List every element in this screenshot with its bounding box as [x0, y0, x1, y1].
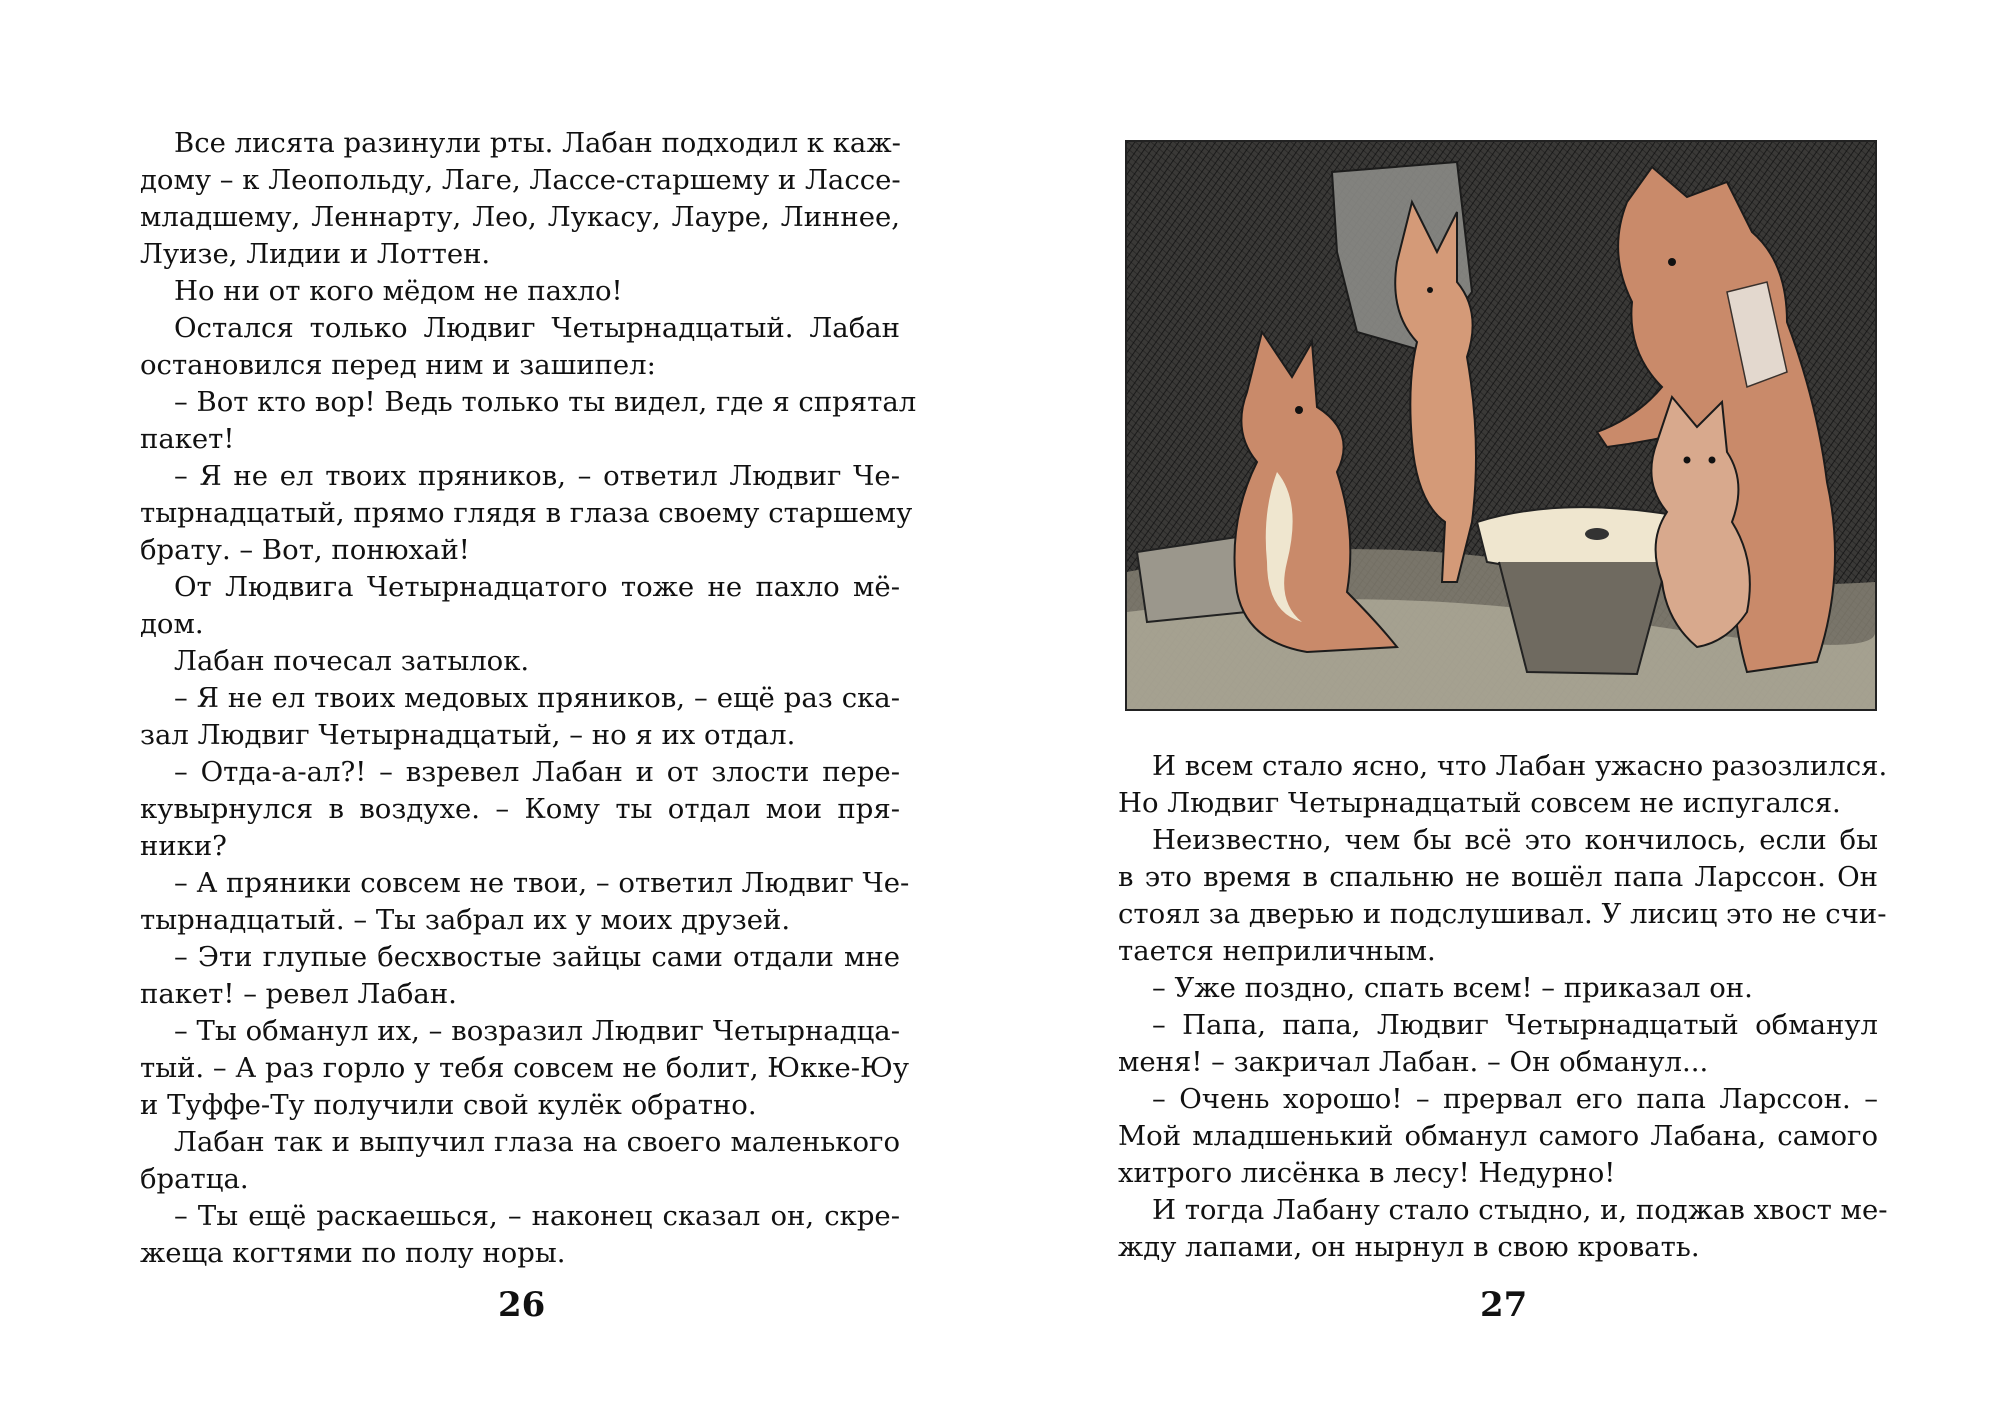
text-line: Но Людвиг Четырнадцатый совсем не испугался.: [1118, 787, 1841, 819]
text-line: зал Людвиг Четырнадцатый, – но я их отдал.: [140, 719, 796, 751]
text-line: И тогда Лабану стало стыдно, и, поджав хвост ме-: [1152, 1194, 1888, 1226]
text-line: брату. – Вот, понюхай!: [140, 534, 470, 566]
text-line: Луизе, Лидии и Лоттен.: [140, 238, 491, 270]
fox-family-illustration: [1125, 140, 1877, 711]
text-line: кувырнулся в воздухе. – Кому ты отдал мои пря-: [140, 793, 900, 825]
page-number-right: 27: [1480, 1285, 1528, 1325]
text-line: – Эти глупые бесхвостые зайцы сами отдали мне: [174, 941, 900, 973]
text-line: – Я не ел твоих медовых пряников, – ещё раз ска-: [174, 682, 900, 714]
text-line: дому – к Леопольду, Лаге, Лассе-старшему и Лассе-: [140, 164, 901, 196]
text-line: ники?: [140, 830, 227, 862]
text-line: тый. – А раз горло у тебя совсем не болит, Юкке-Юу: [140, 1052, 910, 1084]
left-page-text: [140, 125, 917, 1272]
page-number-left: 26: [498, 1285, 546, 1325]
text-line: – Я не ел твоих пряников, – ответил Людвиг Че-: [174, 460, 900, 492]
text-line: стоял за дверью и подслушивал. У лисиц это не счи-: [1118, 898, 1887, 930]
text-line: И всем стало ясно, что Лабан ужасно разозлился.: [1152, 750, 1888, 782]
illustration-drawing: [1127, 142, 1875, 709]
text-line: пакет!: [140, 423, 235, 455]
text-line: Лабан почесал затылок.: [174, 645, 530, 677]
text-line: Все лисята разинули рты. Лабан подходил к каж-: [174, 127, 901, 159]
right-page-text: [1118, 748, 1888, 1266]
text-line: в это время в спальню не вошёл папа Ларссон. Он: [1118, 861, 1878, 893]
text-line: Остался только Людвиг Четырнадцатый. Лабан: [174, 312, 900, 344]
text-line: пакет! – ревел Лабан.: [140, 978, 457, 1010]
text-line: – А пряники совсем не твои, – ответил Людвиг Че-: [174, 867, 910, 899]
text-line: Мой младшенький обманул самого Лабана, самого: [1118, 1120, 1878, 1152]
text-line: – Уже поздно, спать всем! – приказал он.: [1152, 972, 1753, 1004]
text-line: жду лапами, он нырнул в свою кровать.: [1118, 1231, 1700, 1263]
text-line: хитрого лисёнка в лесу! Недурно!: [1118, 1157, 1616, 1189]
text-line: – Вот кто вор! Ведь только ты видел, где я спрятал: [174, 386, 917, 418]
text-line: – Ты ещё раскаешься, – наконец сказал он, скре-: [174, 1200, 900, 1232]
text-line: – Отда-а-ал?! – взревел Лабан и от злости пере-: [174, 756, 900, 788]
text-line: тается неприличным.: [1118, 935, 1436, 967]
text-line: и Туффе-Ту получили свой кулёк обратно.: [140, 1089, 757, 1121]
text-line: тырнадцатый, прямо глядя в глаза своему старшему: [140, 497, 913, 529]
text-line: жеща когтями по полу норы.: [140, 1237, 566, 1269]
text-line: – Папа, папа, Людвиг Четырнадцатый обманул: [1152, 1009, 1878, 1041]
text-line: братца.: [140, 1163, 249, 1195]
text-line: младшему, Леннарту, Лео, Лукасу, Лауре, Линнее,: [140, 201, 900, 233]
text-line: Но ни от кого мёдом не пахло!: [174, 275, 623, 307]
text-line: Неизвестно, чем бы всё это кончилось, если бы: [1152, 824, 1878, 856]
text-line: Лабан так и выпучил глаза на своего маленького: [174, 1126, 900, 1158]
text-line: меня! – закричал Лабан. – Он обманул...: [1118, 1046, 1709, 1078]
right-page: [1000, 0, 1999, 1424]
text-line: тырнадцатый. – Ты забрал их у моих друзей.: [140, 904, 791, 936]
text-line: дом.: [140, 608, 204, 640]
text-line: – Очень хорошо! – прервал его папа Ларссон. –: [1152, 1083, 1878, 1115]
text-line: – Ты обманул их, – возразил Людвиг Четырнадца-: [174, 1015, 900, 1047]
text-line: От Людвига Четырнадцатого тоже не пахло мё-: [174, 571, 900, 603]
text-line: остановился перед ним и зашипел:: [140, 349, 656, 381]
